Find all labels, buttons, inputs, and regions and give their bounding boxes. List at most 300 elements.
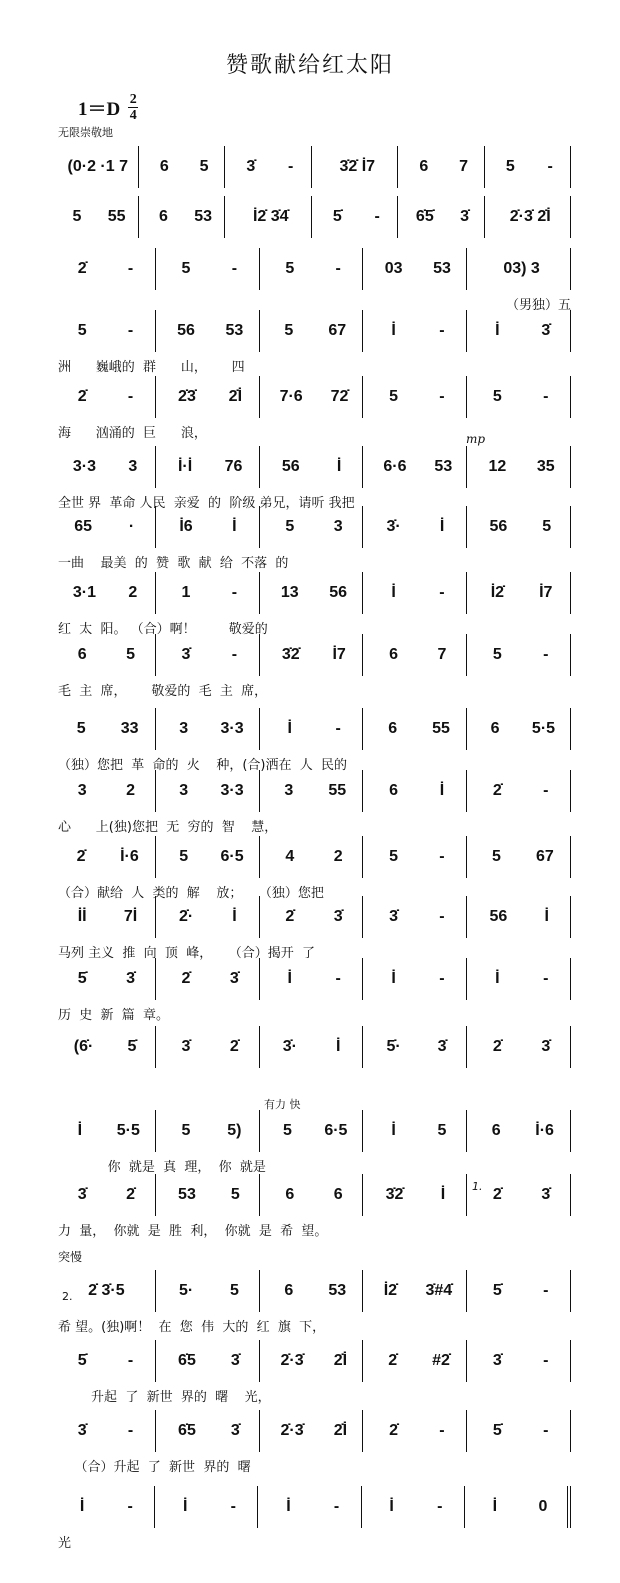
note-group: 56	[281, 458, 300, 475]
note-group: -	[335, 720, 341, 737]
measure	[363, 1410, 467, 1452]
time-numerator: 2	[129, 92, 137, 107]
note-group: -	[231, 260, 238, 277]
note-group: 0	[538, 1498, 548, 1515]
lyrics-line: 光	[58, 1536, 72, 1551]
note-group: -	[333, 1498, 340, 1515]
note-group: 3̇	[126, 970, 136, 987]
measure	[485, 146, 572, 188]
note-group: 3̇	[541, 1038, 551, 1055]
measure	[156, 1026, 260, 1068]
measure	[363, 248, 467, 290]
note-group: 5̇	[127, 1038, 137, 1055]
note-group: 55	[328, 782, 347, 799]
measure	[467, 958, 571, 1000]
note-group: İ	[391, 322, 396, 339]
score-row	[58, 1174, 571, 1239]
measure	[156, 1410, 260, 1452]
measure	[139, 146, 226, 188]
note-group: 3̇	[230, 1352, 240, 1369]
measure	[260, 376, 364, 418]
note-group: 7İ	[123, 908, 138, 925]
measure	[467, 1026, 571, 1068]
note-group: 3̇	[541, 322, 551, 339]
note-group: 2̇İ	[333, 1352, 348, 1369]
note-group: 5·5	[116, 1122, 140, 1139]
score-row	[58, 770, 571, 835]
note-group: İ	[336, 1038, 341, 1055]
note-group: 3̇·	[386, 518, 401, 535]
note-group: -	[287, 158, 294, 175]
measure	[363, 836, 467, 878]
measure	[260, 1026, 364, 1068]
measure	[312, 196, 399, 238]
measure	[467, 634, 571, 676]
note-group: İ2̇ 3̇4̇	[252, 208, 289, 225]
note-group: 7	[459, 158, 469, 175]
note-group: 3̇·	[282, 1038, 297, 1055]
measure	[467, 836, 571, 878]
score-row	[58, 708, 571, 773]
score-row	[58, 958, 571, 1023]
measure	[467, 1174, 571, 1216]
note-group: -	[231, 584, 238, 601]
measure	[363, 506, 467, 548]
note-group: 6·5	[220, 848, 244, 865]
measure	[363, 572, 467, 614]
measure	[58, 958, 156, 1000]
note-group: 5	[72, 208, 82, 225]
note-group: 6·6	[383, 458, 407, 475]
time-signature	[128, 92, 138, 123]
measure	[58, 196, 139, 238]
measure	[260, 1410, 364, 1452]
note-group: İ	[495, 322, 500, 339]
score-row	[58, 572, 571, 637]
note-group: 5̇	[492, 1422, 502, 1439]
measure	[58, 506, 156, 548]
lyrics-line: （合）献给 人 类的 解 放； （独）您把	[58, 886, 324, 901]
measure	[467, 1270, 571, 1312]
note-group: 3̇	[181, 646, 191, 663]
measure	[58, 310, 156, 352]
lyrics-line: 历 史 新 篇 章。	[58, 1008, 170, 1023]
note-group: -	[543, 1352, 549, 1369]
measure	[467, 770, 571, 812]
measure	[363, 376, 467, 418]
score-row	[58, 506, 571, 571]
note-group: 6	[333, 1186, 343, 1203]
measure	[398, 146, 485, 188]
lyrics-line: 一曲 最美 的 赞 歌 献 给 不落 的	[58, 556, 289, 571]
note-group: 53	[434, 458, 453, 475]
note-group: İ	[286, 1498, 291, 1515]
lyrics-line: 你 就是 真 理， 你 就是	[58, 1160, 266, 1175]
note-group: 33	[120, 720, 139, 737]
dynamic-mp: mp	[466, 432, 486, 446]
measure	[156, 572, 260, 614]
measure	[260, 310, 364, 352]
note-group: 67	[535, 848, 554, 865]
measure	[58, 1340, 156, 1382]
note-group: 5	[505, 158, 515, 175]
measure	[260, 506, 364, 548]
note-group: 5	[181, 1122, 191, 1139]
measure	[58, 572, 156, 614]
measure	[260, 572, 364, 614]
measure	[260, 1174, 364, 1216]
measure	[58, 1026, 156, 1068]
note-group: İ	[389, 1498, 394, 1515]
measure	[58, 1410, 156, 1452]
lyrics-line: （独）您把 革 命的 火 种，(合)洒在 人 民的	[58, 758, 347, 773]
note-group: -	[127, 1498, 133, 1515]
note-group: 53	[433, 260, 451, 277]
measure	[467, 708, 571, 750]
note-group: -	[127, 1422, 134, 1439]
note-group: 5	[389, 388, 399, 405]
measure	[260, 958, 364, 1000]
note-group: -	[127, 322, 134, 339]
score-row	[58, 634, 571, 699]
note-group: 3̇	[77, 1186, 87, 1203]
note-group: 2̇3̇	[178, 388, 196, 405]
note-group: 5	[230, 1186, 240, 1203]
score-row	[58, 1410, 571, 1475]
note-group: 5̇	[332, 208, 342, 225]
note-group: (0·2 ·1 7	[67, 158, 128, 175]
note-group: 67	[328, 322, 347, 339]
lyrics-line: 希 望。(独)啊！ 在 您 伟 大的 红 旗 下，	[58, 1320, 326, 1335]
note-group: 56	[177, 322, 195, 339]
note-group: -	[543, 1422, 549, 1439]
key-label: 1＝D	[78, 99, 121, 120]
note-group: 5	[284, 322, 294, 339]
note-group: 53	[178, 1186, 196, 1203]
note-group: 55	[432, 720, 450, 737]
note-group: 3·1	[72, 584, 97, 601]
measure	[58, 446, 156, 488]
measure	[156, 1110, 260, 1152]
note-group: 3·3	[220, 720, 244, 737]
note-group: 5	[492, 388, 502, 405]
note-group: 55	[107, 208, 126, 225]
note-group: 56	[329, 584, 348, 601]
note-group: -	[439, 584, 445, 601]
note-group: 3̇	[437, 1038, 447, 1055]
note-group: 5	[230, 1282, 239, 1299]
note-group: 2̇	[77, 388, 87, 405]
note-group: -	[439, 970, 445, 987]
note-group: İ	[232, 908, 237, 925]
note-group: 53	[328, 1282, 347, 1299]
note-group: #2̇	[432, 1352, 450, 1369]
measure	[258, 1486, 361, 1528]
lyrics-line: （男独）五	[505, 298, 571, 313]
measure	[467, 506, 571, 548]
score-row	[58, 1110, 571, 1175]
note-group: 72̇	[330, 388, 349, 405]
measure	[467, 1340, 571, 1382]
note-group: 56	[489, 518, 508, 535]
note-group: İ	[336, 458, 342, 475]
note-group: İ·6	[535, 1122, 554, 1139]
measure	[467, 248, 571, 290]
note-group: 2̇	[126, 1186, 136, 1203]
note-group: İ·İ	[177, 458, 193, 475]
measure	[156, 770, 260, 812]
measure	[156, 958, 260, 1000]
measure	[260, 1270, 364, 1312]
measure	[58, 836, 156, 878]
note-group: 5	[491, 848, 501, 865]
measure	[363, 1340, 467, 1382]
note-group: 03	[384, 260, 403, 277]
note-group: İ	[183, 1498, 188, 1515]
measure	[260, 836, 364, 878]
note-group: İ7	[332, 646, 346, 663]
note-group: 3	[333, 518, 343, 535]
note-group: -	[439, 388, 445, 405]
note-group: -	[543, 970, 549, 987]
measure	[58, 1174, 156, 1216]
note-group: 7	[437, 646, 447, 663]
lyrics-line: 毛 主 席， 敬爱的 毛 主 席，	[58, 684, 268, 699]
note-group: 65	[74, 518, 93, 535]
note-group: 2	[128, 584, 138, 601]
note-group: 2̇	[77, 260, 87, 277]
note-group: 5	[542, 518, 552, 535]
note-group: 2̇·3̇ 2̇İ	[509, 208, 551, 225]
measure	[363, 958, 467, 1000]
measure	[260, 446, 364, 488]
measure	[467, 376, 571, 418]
lyrics-line: 海 汹涌的 巨 浪，	[58, 426, 207, 441]
measure	[467, 896, 571, 938]
measure	[260, 708, 364, 750]
note-group: 2	[333, 848, 343, 865]
note-group: 5̇	[77, 970, 87, 987]
note-group: 5	[76, 720, 86, 737]
note-group: -	[439, 1422, 445, 1439]
note-group: 4	[285, 848, 295, 865]
measure	[58, 1270, 156, 1312]
score-row	[58, 1486, 571, 1551]
measure	[485, 196, 572, 238]
measure	[156, 446, 260, 488]
note-group: 13	[280, 584, 299, 601]
score-title: 赞歌献给红太阳	[225, 53, 394, 78]
note-group: -	[231, 646, 238, 663]
note-group: 35	[536, 458, 555, 475]
measure	[156, 1174, 260, 1216]
measure	[260, 1340, 364, 1382]
lyrics-line: 洲 巍峨的 群 山， 四	[58, 360, 245, 375]
measure	[58, 896, 156, 938]
note-group: 2̇İ	[333, 1422, 348, 1439]
note-group: İ	[287, 970, 292, 987]
measure	[156, 634, 260, 676]
note-group: 2̇	[181, 970, 191, 987]
note-group: İ	[391, 1122, 396, 1139]
note-group: 3̇	[333, 908, 343, 925]
note-group: İ	[495, 970, 500, 987]
note-group: -	[543, 782, 549, 799]
measure	[156, 836, 260, 878]
note-group: 5	[283, 1122, 292, 1139]
score-row	[58, 1340, 571, 1405]
measure	[363, 1110, 467, 1152]
note-group: 3̇2̇	[281, 646, 300, 663]
measure	[58, 634, 156, 676]
measure	[363, 1270, 467, 1312]
lyrics-line: 红 太 阳。 （合）啊！ 敬爱的	[58, 622, 268, 637]
note-group: 5)	[227, 1122, 242, 1139]
note-group: 6	[389, 646, 399, 663]
note-group: İ	[391, 970, 396, 987]
note-group: 7·6	[279, 388, 303, 405]
note-group: İ	[440, 1186, 446, 1203]
tempo-marking: 无限崇敬地	[58, 126, 113, 139]
lyrics-line: 力 量， 你就 是 胜 利， 你就 是 希 望。	[58, 1224, 328, 1239]
note-group: 6	[490, 720, 500, 737]
note-group: İ	[287, 720, 292, 737]
measure	[58, 770, 156, 812]
note-group: 2̇	[388, 1352, 398, 1369]
note-group: 5̇·	[386, 1038, 401, 1055]
measure	[58, 708, 156, 750]
measure	[139, 196, 226, 238]
measure	[467, 1110, 571, 1152]
measure	[155, 1486, 258, 1528]
note-group: 3̇2̇	[385, 1186, 404, 1203]
note-group: ·	[128, 518, 135, 535]
note-group: 6·5	[324, 1122, 348, 1139]
note-group: 6	[77, 646, 87, 663]
note-group: -	[439, 322, 445, 339]
measure	[225, 146, 312, 188]
note-group: -	[543, 646, 549, 663]
note-group: 3	[77, 782, 87, 799]
note-group: -	[127, 260, 134, 277]
measure	[58, 1110, 156, 1152]
note-group: 53	[225, 322, 244, 339]
measure	[467, 446, 571, 488]
note-group: İ2̇	[383, 1282, 398, 1299]
measure	[363, 770, 467, 812]
note-group: 3̇2̇ İ7	[339, 158, 376, 175]
note-group: 5	[199, 158, 209, 175]
score-row	[58, 146, 571, 188]
note-group: 6	[159, 158, 169, 175]
note-group: 5̇	[77, 1352, 87, 1369]
note-group: İ	[439, 518, 445, 535]
note-group: 2̇·	[178, 908, 194, 925]
note-group: 53	[194, 208, 213, 225]
note-group: 6̇5̇	[415, 208, 434, 225]
measure	[260, 1110, 364, 1152]
note-group: 5·	[178, 1282, 194, 1299]
measure	[467, 1410, 571, 1452]
note-group: 5	[181, 260, 191, 277]
note-group: İ	[77, 1122, 83, 1139]
note-group: 56	[489, 908, 508, 925]
note-group: 3̇	[389, 908, 399, 925]
note-group: 6̇5	[178, 1352, 196, 1369]
note-group: -	[543, 1282, 549, 1299]
note-group: 5	[492, 646, 502, 663]
measure	[260, 896, 364, 938]
note-group: 1	[181, 584, 191, 601]
measure	[363, 634, 467, 676]
score-row	[58, 248, 571, 313]
note-group: 12	[488, 458, 507, 475]
note-group: 3̇	[229, 970, 239, 987]
note-group: 3̇	[246, 158, 256, 175]
note-group: 5	[285, 260, 295, 277]
measure	[156, 1340, 260, 1382]
measure	[156, 506, 260, 548]
time-denominator: 4	[129, 108, 137, 123]
note-group: 5·5	[531, 720, 556, 737]
score-row	[58, 1270, 571, 1335]
note-group: 2̇	[492, 1186, 502, 1203]
measure	[225, 196, 312, 238]
note-group: -	[127, 388, 134, 405]
note-group: 03) 3	[503, 260, 540, 277]
volta-2: 2.	[62, 1290, 73, 1303]
note-group: 6	[284, 1282, 294, 1299]
note-group: İ	[439, 782, 445, 799]
measure	[260, 248, 364, 290]
measure	[363, 1026, 467, 1068]
note-group: 3	[179, 720, 189, 737]
score-row	[58, 196, 571, 238]
note-group: 3̇	[492, 1352, 502, 1369]
measure	[156, 1270, 260, 1312]
note-group: 2̇	[492, 1038, 502, 1055]
note-group: İ2̇	[490, 584, 505, 601]
note-group: 3	[179, 782, 189, 799]
note-group: İ7	[539, 584, 553, 601]
measure	[156, 708, 260, 750]
note-group: 2̇	[389, 1422, 399, 1439]
tempo-change-fast: 有力 快	[264, 1098, 301, 1111]
note-group: İ	[232, 518, 237, 535]
measure	[156, 896, 260, 938]
note-group: 3	[284, 782, 294, 799]
score-row	[58, 446, 571, 511]
measure	[465, 1486, 571, 1528]
note-group: 6	[158, 208, 168, 225]
note-group: -	[547, 158, 553, 175]
note-group: 5	[437, 1122, 447, 1139]
note-group: 2̇	[492, 782, 502, 799]
measure	[58, 146, 139, 188]
tempo-change-slow: 突慢	[58, 1250, 83, 1264]
measure	[58, 1486, 155, 1528]
measure	[467, 572, 571, 614]
measure	[312, 146, 399, 188]
note-group: 2̇·3̇	[280, 1352, 304, 1369]
note-group: 6	[388, 720, 398, 737]
note-group: 3̇	[230, 1422, 240, 1439]
lyrics-line: 心 上(独)您把 无 穷的 智 慧，	[58, 820, 278, 835]
note-group: 5	[389, 848, 399, 865]
note-group: 5̇	[492, 1282, 502, 1299]
measure	[363, 1174, 467, 1216]
score-row	[58, 1026, 571, 1068]
